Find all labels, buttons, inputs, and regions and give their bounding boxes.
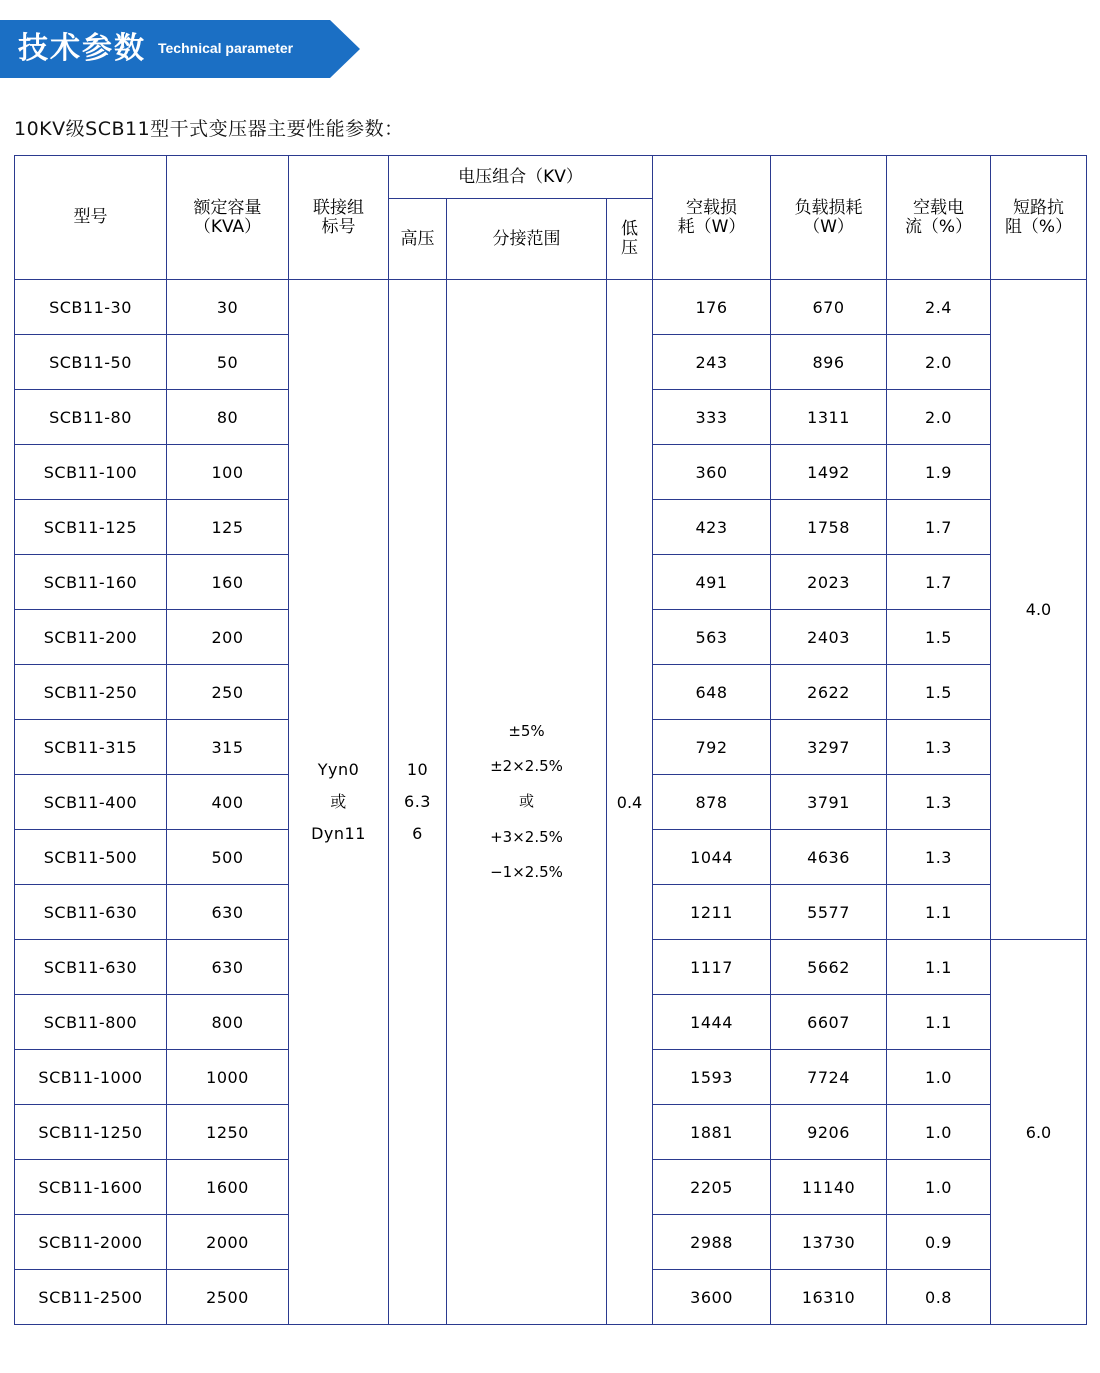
spec-table-wrapper	[14, 155, 1086, 1325]
cell-no-load-loss: 563	[653, 610, 771, 665]
cell-load-loss: 4636	[771, 830, 887, 885]
cell-no-load-loss: 878	[653, 775, 771, 830]
cell-no-load-current: 1.7	[887, 555, 991, 610]
connection-group-line3: Dyn11	[311, 824, 366, 843]
tap-line3: 或	[518, 792, 534, 811]
cell-capacity: 250	[167, 665, 289, 720]
cell-capacity: 160	[167, 555, 289, 610]
cell-load-loss: 11140	[771, 1160, 887, 1215]
header-hv: 高压	[389, 199, 447, 280]
cell-no-load-current: 1.1	[887, 885, 991, 940]
cell-capacity: 400	[167, 775, 289, 830]
cell-load-loss: 670	[771, 280, 887, 335]
cell-model: SCB11-80	[15, 390, 167, 445]
cell-model: SCB11-800	[15, 995, 167, 1050]
cell-no-load-loss: 491	[653, 555, 771, 610]
cell-load-loss: 3791	[771, 775, 887, 830]
connection-group-line1: Yyn0	[317, 760, 360, 779]
cell-capacity: 200	[167, 610, 289, 665]
banner-text-group	[18, 20, 293, 78]
cell-load-loss: 2403	[771, 610, 887, 665]
cell-impedance-group-2: 6.0	[991, 940, 1087, 1325]
cell-no-load-loss: 1044	[653, 830, 771, 885]
banner-title-en: Technical parameter	[158, 40, 294, 56]
cell-capacity: 125	[167, 500, 289, 555]
header-short-circuit-impedance-line1: 短路抗	[1013, 197, 1065, 218]
cell-no-load-current: 0.9	[887, 1215, 991, 1270]
cell-model: SCB11-630	[15, 885, 167, 940]
cell-capacity: 2000	[167, 1215, 289, 1270]
cell-no-load-loss: 1444	[653, 995, 771, 1050]
hv-line1: 10	[406, 760, 429, 779]
header-connection-group	[289, 156, 389, 280]
cell-hv	[389, 280, 447, 1325]
header-no-load-loss-line2: 耗（W）	[677, 216, 746, 237]
header-tap-range: 分接范围	[447, 199, 607, 280]
header-rated-capacity-line1: 额定容量	[193, 197, 262, 218]
header-no-load-current-line1: 空载电	[913, 197, 965, 218]
header-no-load-current-line2: 流（%）	[904, 216, 973, 237]
cell-no-load-current: 1.5	[887, 610, 991, 665]
cell-capacity: 100	[167, 445, 289, 500]
cell-no-load-loss: 1211	[653, 885, 771, 940]
cell-load-loss: 5577	[771, 885, 887, 940]
header-lv	[607, 199, 653, 280]
cell-model: SCB11-2000	[15, 1215, 167, 1270]
cell-load-loss: 3297	[771, 720, 887, 775]
section-header-banner	[0, 20, 360, 78]
cell-model: SCB11-500	[15, 830, 167, 885]
cell-lv: 0.4	[607, 280, 653, 1325]
cell-no-load-current: 2.4	[887, 280, 991, 335]
cell-impedance-group-1: 4.0	[991, 280, 1087, 940]
cell-no-load-loss: 2205	[653, 1160, 771, 1215]
cell-load-loss: 16310	[771, 1270, 887, 1325]
cell-load-loss: 2622	[771, 665, 887, 720]
hv-line2: 6.3	[404, 792, 431, 811]
cell-capacity: 80	[167, 390, 289, 445]
cell-model: SCB11-50	[15, 335, 167, 390]
cell-capacity: 50	[167, 335, 289, 390]
cell-capacity: 500	[167, 830, 289, 885]
header-connection-group-line2: 标号	[321, 216, 356, 237]
table-body	[15, 280, 1087, 1325]
table-caption: 10KV级SCB11型干式变压器主要性能参数：	[14, 118, 404, 140]
cell-model: SCB11-100	[15, 445, 167, 500]
cell-no-load-current: 1.5	[887, 665, 991, 720]
cell-no-load-current: 1.0	[887, 1160, 991, 1215]
cell-capacity: 800	[167, 995, 289, 1050]
cell-load-loss: 1311	[771, 390, 887, 445]
cell-no-load-loss: 243	[653, 335, 771, 390]
cell-no-load-current: 1.1	[887, 940, 991, 995]
header-rated-capacity	[167, 156, 289, 280]
cell-capacity: 315	[167, 720, 289, 775]
cell-load-loss: 1758	[771, 500, 887, 555]
cell-no-load-loss: 1593	[653, 1050, 771, 1105]
cell-model: SCB11-1000	[15, 1050, 167, 1105]
tap-line1: ±5%	[508, 721, 545, 740]
cell-capacity: 630	[167, 940, 289, 995]
cell-load-loss: 6607	[771, 995, 887, 1050]
cell-no-load-loss: 648	[653, 665, 771, 720]
header-load-loss-line2: （W）	[803, 216, 854, 237]
cell-load-loss: 13730	[771, 1215, 887, 1270]
tap-line5: −1×2.5%	[490, 862, 563, 881]
cell-connection-group	[289, 280, 389, 1325]
table-row	[15, 280, 1087, 335]
header-short-circuit-impedance-line2: 阻（%）	[1004, 216, 1073, 237]
cell-tap-range	[447, 280, 607, 1325]
cell-load-loss: 7724	[771, 1050, 887, 1105]
table-header-row-1	[15, 156, 1087, 199]
cell-no-load-current: 1.0	[887, 1050, 991, 1105]
cell-model: SCB11-30	[15, 280, 167, 335]
cell-model: SCB11-200	[15, 610, 167, 665]
header-short-circuit-impedance	[991, 156, 1087, 280]
cell-no-load-current: 1.7	[887, 500, 991, 555]
cell-capacity: 1000	[167, 1050, 289, 1105]
cell-no-load-loss: 2988	[653, 1215, 771, 1270]
tap-line4: +3×2.5%	[490, 827, 563, 846]
cell-no-load-loss: 792	[653, 720, 771, 775]
cell-model: SCB11-1600	[15, 1160, 167, 1215]
cell-model: SCB11-2500	[15, 1270, 167, 1325]
cell-no-load-current: 2.0	[887, 390, 991, 445]
cell-model: SCB11-1250	[15, 1105, 167, 1160]
cell-capacity: 630	[167, 885, 289, 940]
cell-model: SCB11-630	[15, 940, 167, 995]
cell-no-load-loss: 3600	[653, 1270, 771, 1325]
cell-no-load-loss: 333	[653, 390, 771, 445]
header-no-load-current	[887, 156, 991, 280]
header-rated-capacity-line2: （KVA）	[193, 216, 262, 237]
cell-no-load-current: 1.3	[887, 720, 991, 775]
cell-capacity: 2500	[167, 1270, 289, 1325]
header-connection-group-line1: 联接组	[313, 197, 364, 218]
cell-model: SCB11-250	[15, 665, 167, 720]
header-load-loss-line1: 负载损耗	[794, 197, 863, 218]
cell-no-load-current: 1.3	[887, 830, 991, 885]
tap-line2: ±2×2.5%	[490, 757, 563, 776]
cell-no-load-loss: 423	[653, 500, 771, 555]
cell-capacity: 1600	[167, 1160, 289, 1215]
header-no-load-loss	[653, 156, 771, 280]
cell-no-load-loss: 176	[653, 280, 771, 335]
cell-load-loss: 5662	[771, 940, 887, 995]
cell-no-load-loss: 360	[653, 445, 771, 500]
cell-no-load-current: 2.0	[887, 335, 991, 390]
cell-no-load-current: 1.9	[887, 445, 991, 500]
cell-model: SCB11-315	[15, 720, 167, 775]
header-lv-char2: 压	[621, 238, 638, 258]
cell-no-load-loss: 1881	[653, 1105, 771, 1160]
cell-no-load-current: 1.3	[887, 775, 991, 830]
cell-capacity: 30	[167, 280, 289, 335]
cell-no-load-current: 0.8	[887, 1270, 991, 1325]
cell-load-loss: 1492	[771, 445, 887, 500]
cell-load-loss: 9206	[771, 1105, 887, 1160]
header-load-loss	[771, 156, 887, 280]
cell-model: SCB11-160	[15, 555, 167, 610]
cell-no-load-current: 1.0	[887, 1105, 991, 1160]
transformer-spec-table	[14, 155, 1087, 1325]
cell-capacity: 1250	[167, 1105, 289, 1160]
cell-load-loss: 896	[771, 335, 887, 390]
header-voltage-combination: 电压组合（KV）	[389, 156, 653, 199]
cell-load-loss: 2023	[771, 555, 887, 610]
cell-no-load-loss: 1117	[653, 940, 771, 995]
header-model: 型号	[15, 156, 167, 280]
cell-model: SCB11-400	[15, 775, 167, 830]
connection-group-line2: 或	[330, 792, 347, 811]
cell-model: SCB11-125	[15, 500, 167, 555]
hv-line3: 6	[412, 824, 423, 843]
header-no-load-loss-line1: 空载损	[686, 197, 738, 218]
cell-no-load-current: 1.1	[887, 995, 991, 1050]
banner-title-cn: 技术参数	[18, 31, 146, 66]
header-lv-char1: 低	[621, 219, 638, 240]
